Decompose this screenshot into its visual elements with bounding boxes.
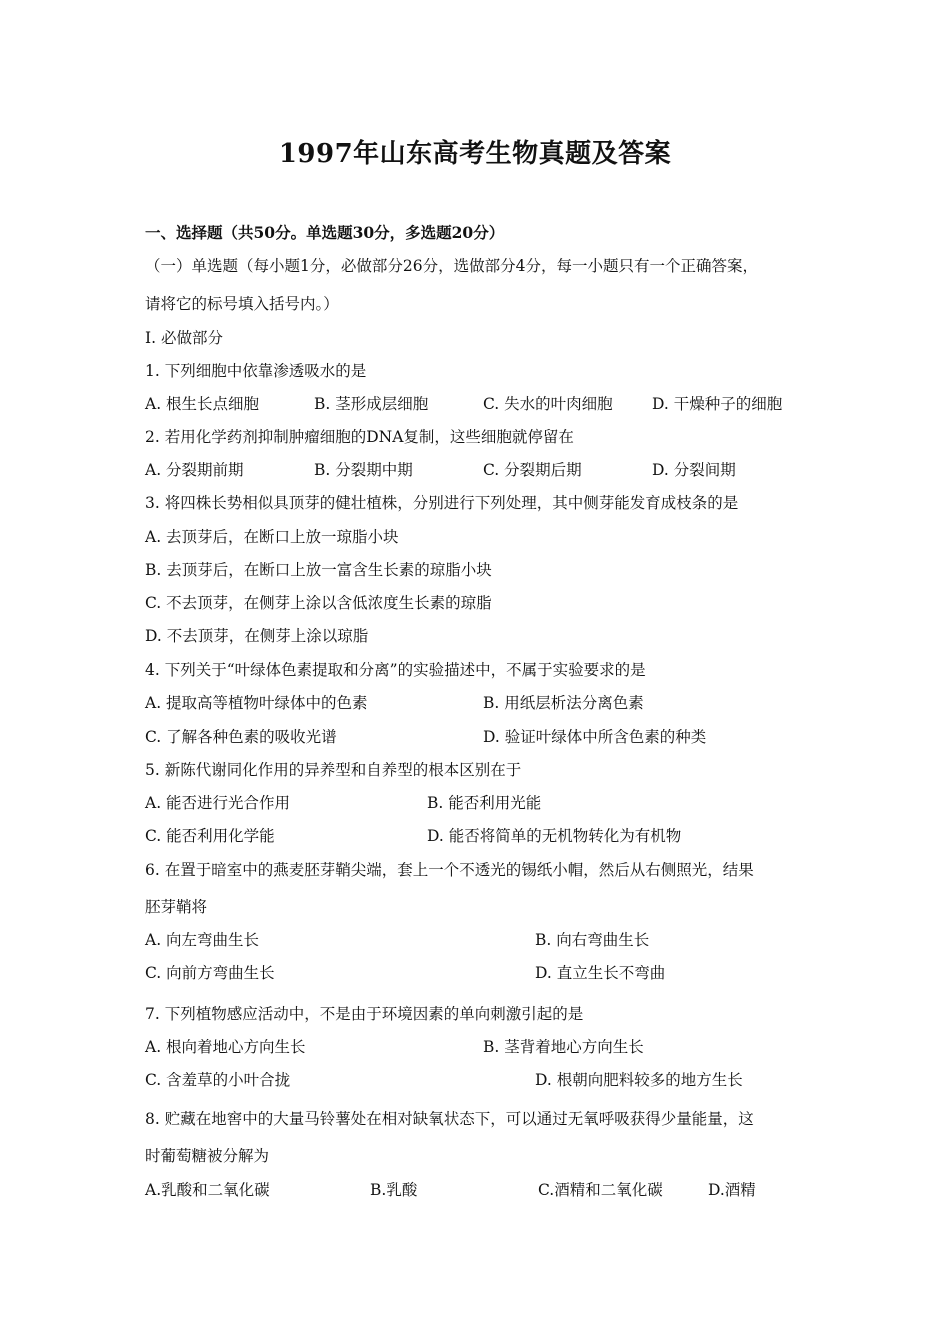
section-heading: 一、选择题（共50分。单选题30分，多选题20分） [145, 223, 505, 242]
intro-text: 请将它的标号填入括号内。） [145, 295, 339, 313]
question-stem: 2. 若用化学药剂抑制肿瘤细胞的DNA复制，这些细胞就停留在 [145, 428, 574, 446]
option-b: B. 去顶芽后，在断口上放一富含生长素的琼脂小块 [145, 561, 492, 579]
option-c: C. 向前方弯曲生长 [145, 964, 275, 982]
option-c: C. 了解各种色素的吸收光谱 [145, 728, 337, 746]
option-d: D. 分裂间期 [652, 461, 736, 479]
option-b: B. 分裂期中期 [314, 461, 413, 479]
question-stem: 7. 下列植物感应活动中，不是由于环境因素的单向刺激引起的是 [145, 1005, 584, 1023]
option-c: C. 不去顶芽，在侧芽上涂以含低浓度生长素的琼脂 [145, 594, 492, 612]
option-d: D. 直立生长不弯曲 [535, 964, 666, 982]
intro-text: （一）单选题（每小题1分，必做部分26分，选做部分4分，每一小题只有一个正确答案， [145, 257, 758, 275]
option-d: D. 干燥种子的细胞 [652, 395, 783, 413]
question-stem: 时葡萄糖被分解为 [145, 1147, 270, 1165]
option-a: A. 向左弯曲生长 [145, 931, 260, 949]
option-a: A.乳酸和二氧化碳 [145, 1181, 270, 1199]
page-title: 1997年山东高考生物真题及答案 [278, 139, 672, 169]
option-c: C.酒精和二氧化碳 [538, 1181, 663, 1199]
option-b: B. 能否利用光能 [427, 794, 542, 812]
option-d: D. 能否将简单的无机物转化为有机物 [427, 827, 682, 845]
option-d: D. 根朝向肥料较多的地方生长 [535, 1071, 743, 1089]
question-stem: 胚芽鞘将 [145, 898, 208, 916]
option-b: B. 茎形成层细胞 [314, 395, 429, 413]
question-stem: 3. 将四株长势相似具顶芽的健壮植株，分别进行下列处理，其中侧芽能发育成枝条的是 [145, 494, 739, 512]
option-d: D. 验证叶绿体中所含色素的种类 [483, 728, 707, 746]
question-stem: 1. 下列细胞中依靠渗透吸水的是 [145, 362, 367, 380]
option-b: B. 茎背着地心方向生长 [483, 1038, 644, 1056]
question-stem: 6. 在置于暗室中的燕麦胚芽鞘尖端，套上一个不透光的锡纸小帽，然后从右侧照光，结果 [145, 861, 754, 879]
option-a: A. 能否进行光合作用 [145, 794, 291, 812]
question-stem: 5. 新陈代谢同化作用的异养型和自养型的根本区别在于 [145, 761, 522, 779]
question-stem: 8. 贮藏在地窖中的大量马铃薯处在相对缺氧状态下，可以通过无氧呼吸获得少量能量，这 [145, 1110, 754, 1128]
option-c: C. 能否利用化学能 [145, 827, 275, 845]
question-stem: 4. 下列关于“叶绿体色素提取和分离”的实验描述中，不属于实验要求的是 [145, 661, 646, 679]
option-b: B. 向右弯曲生长 [535, 931, 650, 949]
option-a: A. 提取高等植物叶绿体中的色素 [145, 694, 368, 712]
option-c: C. 分裂期后期 [483, 461, 582, 479]
option-c: C. 失水的叶肉细胞 [483, 395, 613, 413]
part-heading: I. 必做部分 [145, 329, 223, 347]
option-d: D. 不去顶芽，在侧芽上涂以琼脂 [145, 627, 369, 645]
option-b: B. 用纸层析法分离色素 [483, 694, 644, 712]
option-a: A. 根生长点细胞 [145, 395, 260, 413]
option-a: A. 去顶芽后，在断口上放一琼脂小块 [145, 528, 399, 546]
option-b: B.乳酸 [370, 1181, 418, 1199]
option-c: C. 含羞草的小叶合拢 [145, 1071, 291, 1089]
option-a: A. 根向着地心方向生长 [145, 1038, 306, 1056]
option-d: D.酒精 [708, 1181, 756, 1199]
option-a: A. 分裂期前期 [145, 461, 244, 479]
